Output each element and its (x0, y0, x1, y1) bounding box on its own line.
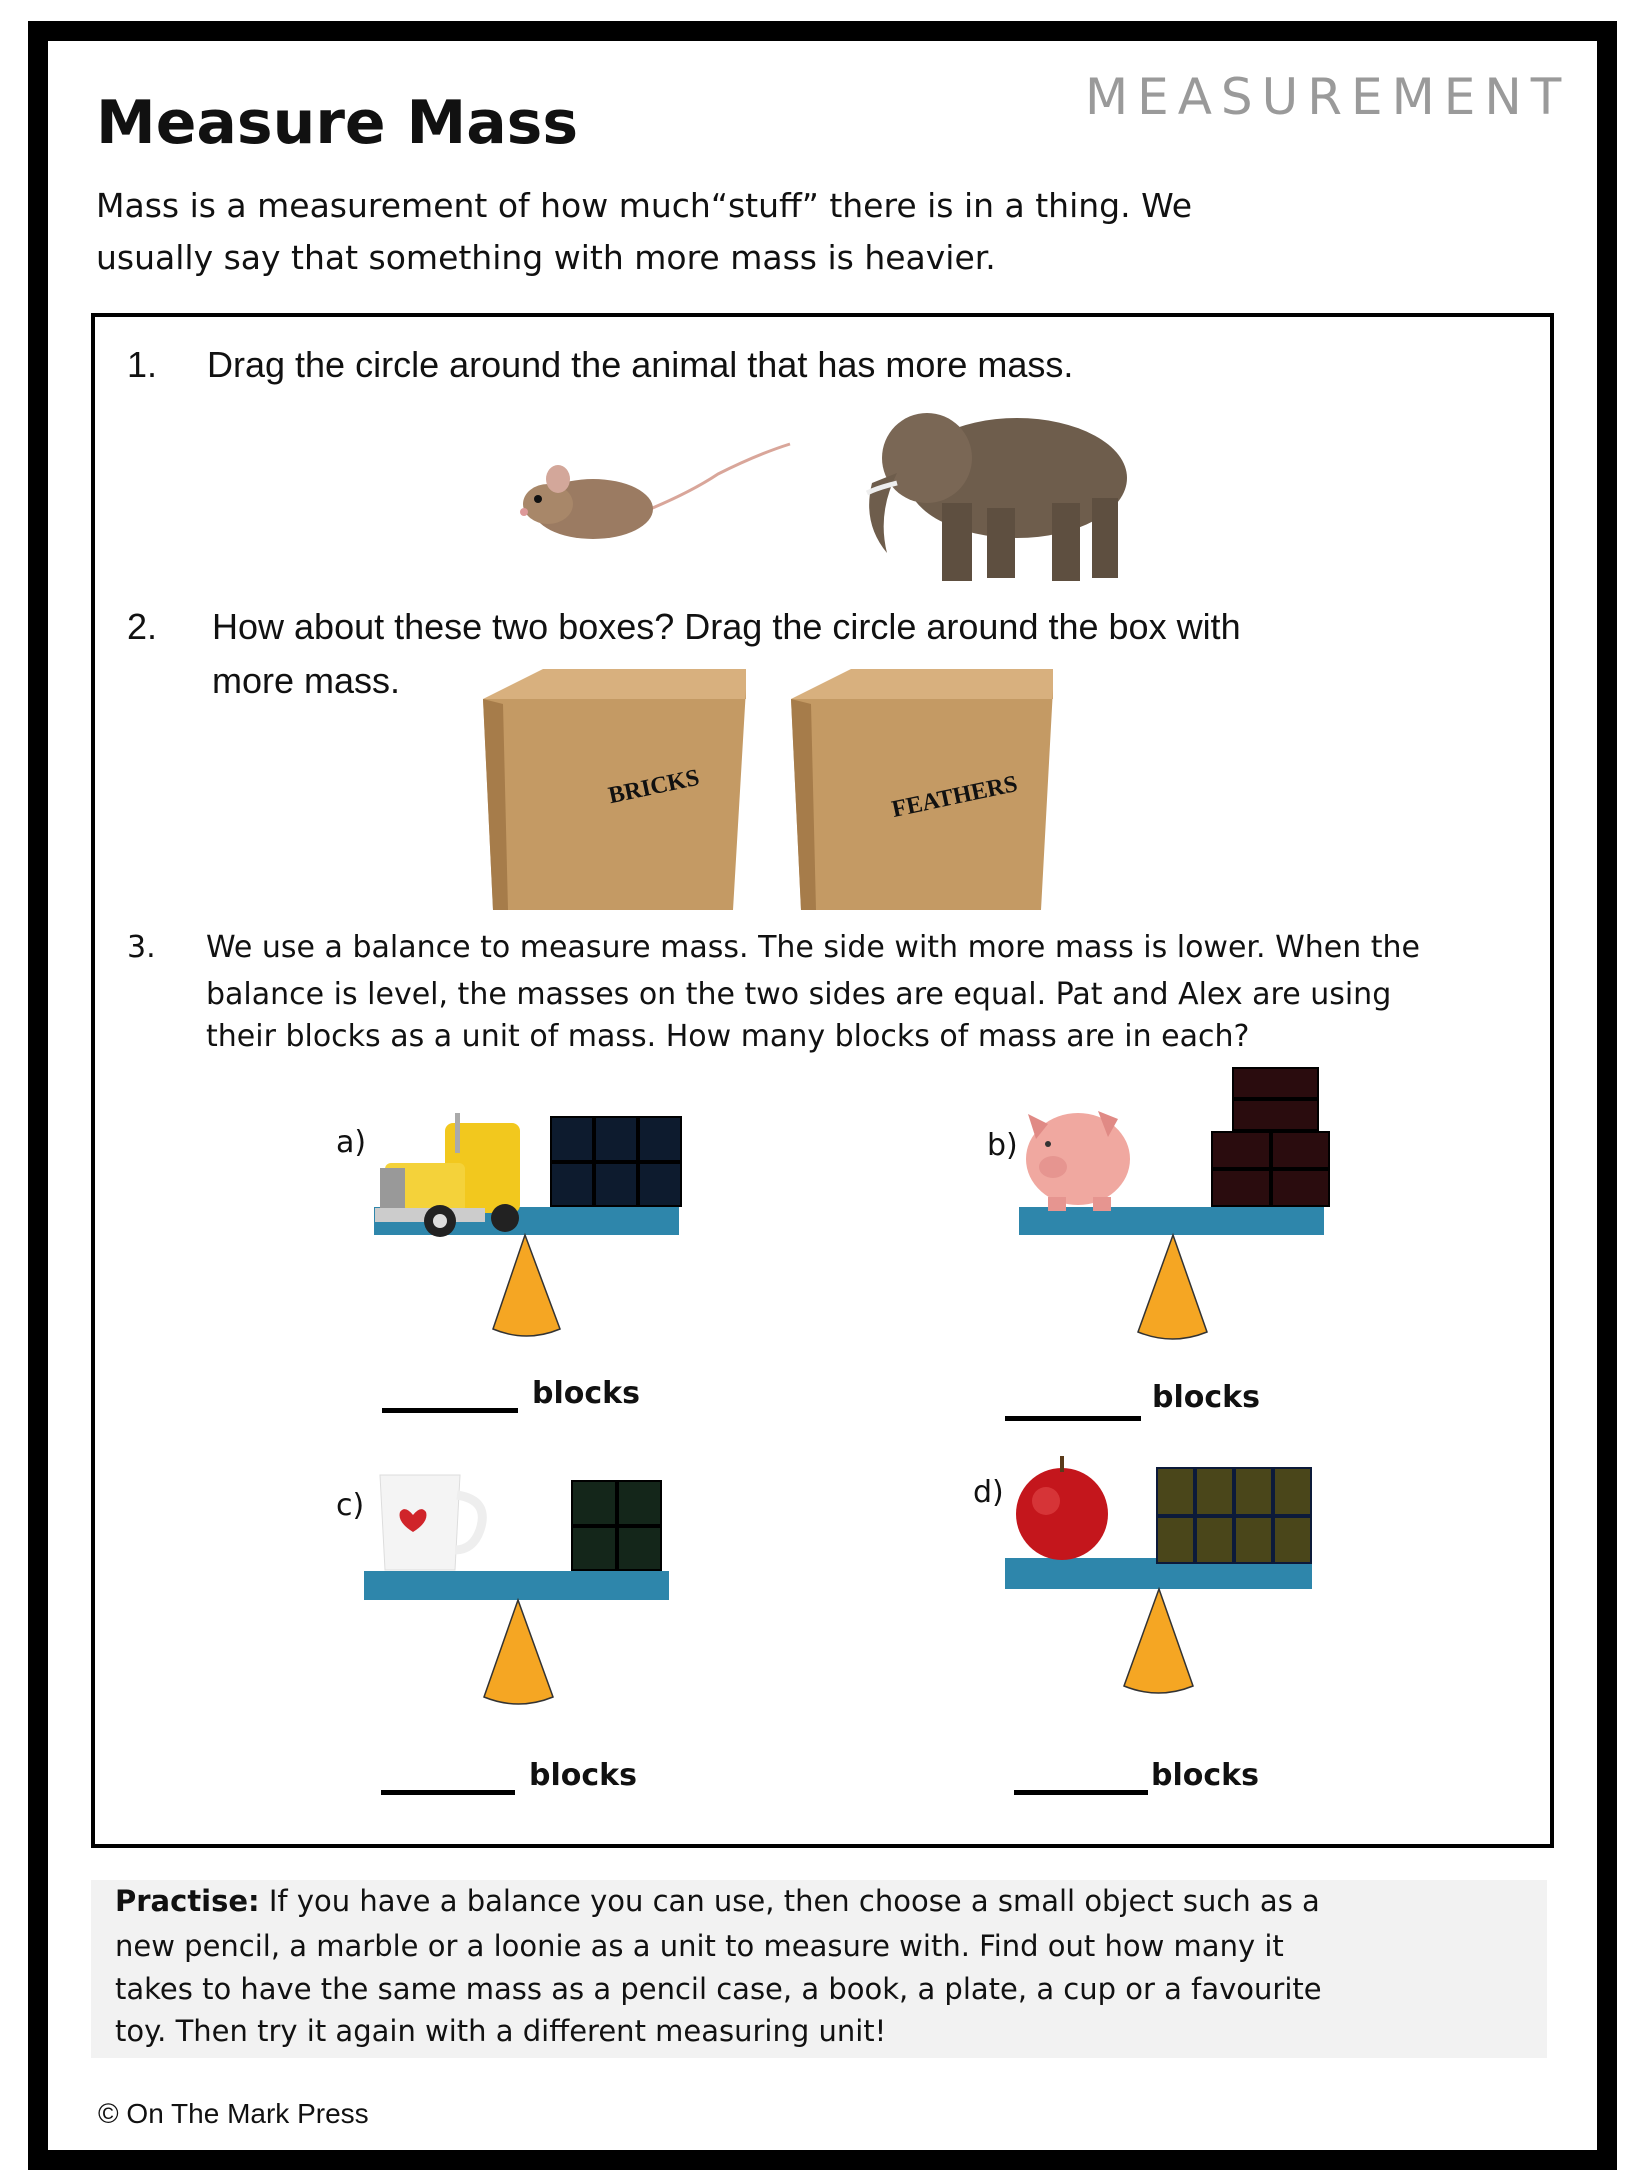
answer-blank[interactable] (1014, 1790, 1148, 1795)
mass-block (1234, 1516, 1273, 1565)
balance-label: a) (336, 1125, 367, 1160)
block-stack (1156, 1467, 1312, 1564)
practise-label: Practise: (115, 1884, 260, 1918)
unit-label: blocks (532, 1376, 640, 1411)
practise-line-2: new pencil, a marble or a loonie as a unit to measure with. Find out how many it (115, 1929, 1284, 1963)
intro-line-1: Mass is a measurement of how much“stuff” there is in a thing. We (96, 186, 1193, 225)
q1-text: Drag the circle around the animal that has more mass. (207, 344, 1074, 385)
mass-block (1195, 1467, 1234, 1516)
apple-image (1008, 1456, 1116, 1558)
mass-block (1273, 1516, 1312, 1565)
unit-label: blocks (1152, 1380, 1260, 1415)
practise-line-4: toy. Then try it again with a different measuring unit! (115, 2014, 887, 2048)
mass-block (1234, 1467, 1273, 1516)
q2-line-2: more mass. (212, 660, 401, 701)
q2-line-1: How about these two boxes? Drag the circle around the box with (212, 606, 1241, 647)
q2-number: 2. (127, 606, 158, 647)
unit-label: blocks (529, 1758, 637, 1793)
q3-line-3: their blocks as a unit of mass. How many blocks of mass are in each? (206, 1019, 1250, 1054)
bricks-label: BRICKS (606, 764, 702, 810)
copyright-footer: © On The Mark Press (98, 2098, 369, 2129)
balance-label: d) (973, 1475, 1004, 1510)
mass-block (1195, 1516, 1234, 1565)
q1-number: 1. (127, 344, 158, 385)
balance-label: c) (336, 1488, 365, 1523)
mass-block (1156, 1467, 1195, 1516)
practise-text: If you have a balance you can use, then choose a small object such as a (259, 1884, 1320, 1918)
mass-block (1273, 1467, 1312, 1516)
feathers-label: FEATHERS (889, 771, 1020, 823)
mass-block (1156, 1516, 1195, 1565)
q3-line-2: balance is level, the masses on the two sides are equal. Pat and Alex are using (206, 977, 1392, 1012)
intro-line-2: usually say that something with more mass is heavier. (96, 238, 996, 277)
practise-line-1 (115, 1884, 1320, 1918)
q3-line-1: We use a balance to measure mass. The side with more mass is lower. When the (206, 930, 1420, 965)
category-label: MEASUREMENT (1085, 68, 1571, 126)
page-title: Measure Mass (96, 88, 579, 158)
unit-label: blocks (1151, 1758, 1259, 1793)
practise-line-3: takes to have the same mass as a pencil case, a book, a plate, a cup or a favourite (115, 1972, 1322, 2006)
q3-number: 3. (127, 930, 156, 965)
balance-label: b) (987, 1128, 1018, 1163)
